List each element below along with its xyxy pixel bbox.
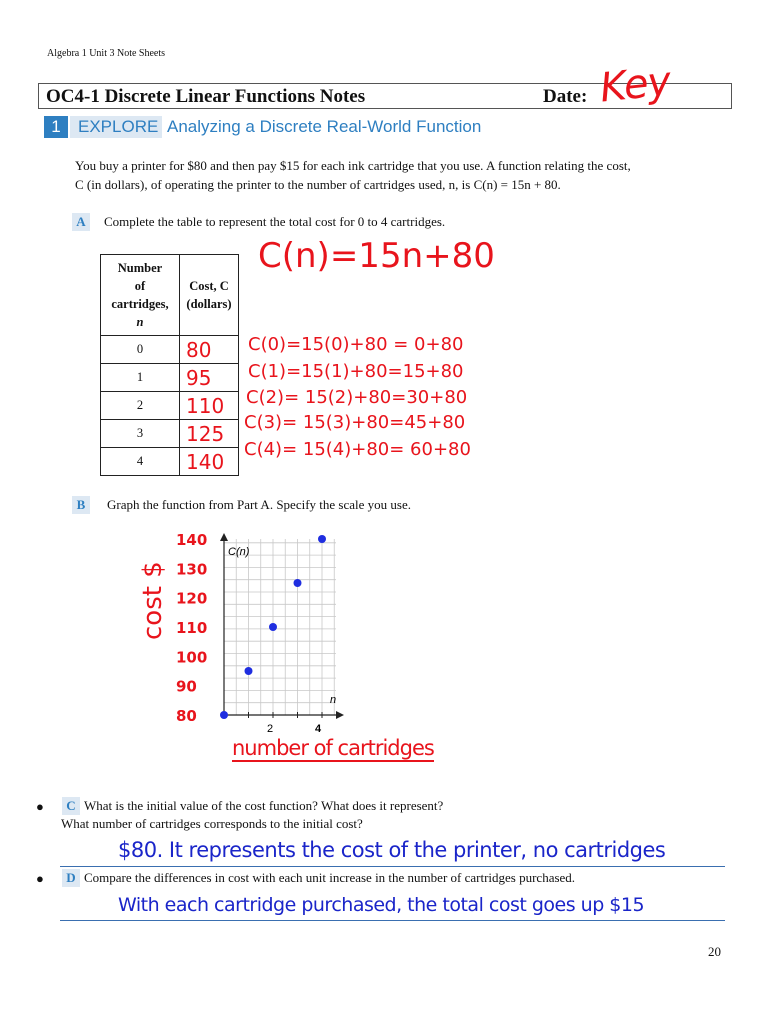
x-tick-label: 2 bbox=[266, 723, 274, 735]
cell-n: 3 bbox=[101, 420, 180, 448]
cell-n: 0 bbox=[101, 336, 180, 364]
x-label-handwritten: number of cartridges bbox=[232, 736, 434, 760]
work-line: C(4)= 15(4)+80= 60+80 bbox=[244, 439, 471, 460]
handwritten-y-scale bbox=[176, 531, 207, 725]
y-scale-label: 120 bbox=[176, 589, 208, 608]
col-header-n-line: of bbox=[134, 279, 146, 293]
handwritten-formula: C(n)=15n+80 bbox=[258, 236, 495, 276]
part-c-prompt-2: What number of cartridges corresponds to the initial cost? bbox=[61, 816, 363, 831]
y-scale-label: 140 bbox=[176, 531, 208, 549]
y-scale-label: 90 bbox=[176, 677, 197, 696]
x-axis-label: n bbox=[330, 694, 337, 706]
part-d-badge: D bbox=[62, 869, 80, 887]
cell-n: 2 bbox=[101, 392, 180, 420]
intro-line-2: C (in dollars), of operating the printer to the number of cartridges used, n, is C(n) = 15n + 80. bbox=[75, 177, 561, 192]
data-point bbox=[245, 667, 253, 675]
header-course-label: Algebra 1 Unit 3 Note Sheets bbox=[47, 48, 166, 59]
part-c-answer: $80. It represents the cost of the printer, no cartridges bbox=[118, 838, 666, 862]
work-line: C(1)=15(1)+80=15+80 bbox=[248, 361, 464, 382]
cost-table bbox=[100, 254, 239, 476]
cell-cost: 80 bbox=[180, 336, 239, 364]
part-b-prompt: Graph the function from Part A. Specify the scale you use. bbox=[107, 497, 411, 512]
x-tick-label: 4 bbox=[314, 723, 322, 735]
y-label-handwritten: cost $ bbox=[138, 561, 168, 640]
work-line: C(3)= 15(3)+80=45+80 bbox=[244, 412, 466, 433]
part-b-badge: B bbox=[72, 496, 90, 514]
section-title: Analyzing a Discrete Real-World Function bbox=[167, 117, 482, 136]
data-point bbox=[294, 579, 302, 587]
part-d-answer: With each cartridge purchased, the total cost goes up $15 bbox=[118, 894, 645, 916]
y-scale-label: 130 bbox=[176, 560, 208, 579]
col-header-cost-line: (dollars) bbox=[186, 297, 232, 311]
intro-text bbox=[75, 156, 735, 194]
y-scale-label: 100 bbox=[176, 648, 208, 667]
graph-grid bbox=[224, 539, 336, 718]
bullet: ● bbox=[36, 799, 44, 814]
data-point bbox=[269, 623, 277, 631]
intro-line-1: You buy a printer for $80 and then pay $15 for each ink cartridge that you use. A function relating the cost, bbox=[75, 158, 631, 173]
page-number: 20 bbox=[708, 944, 721, 959]
col-header-n bbox=[101, 255, 180, 336]
date-handwritten: Key bbox=[597, 58, 673, 112]
col-header-cost-line: Cost, C bbox=[189, 279, 229, 293]
part-a-prompt: Complete the table to represent the total cost for 0 to 4 cartridges. bbox=[104, 214, 446, 229]
table-header-row bbox=[101, 255, 239, 336]
bullet: ● bbox=[36, 871, 44, 886]
page-title: OC4-1 Discrete Linear Functions Notes bbox=[46, 86, 366, 107]
section-tag: EXPLORE bbox=[70, 116, 162, 138]
part-a-badge: A bbox=[72, 213, 90, 231]
y-axis-label: C(n) bbox=[228, 546, 250, 558]
part-c-badge: C bbox=[62, 797, 80, 815]
cell-n: 4 bbox=[101, 448, 180, 476]
part-d-prompt: Compare the differences in cost with each unit increase in the number of cartridges purchased. bbox=[84, 870, 576, 885]
table-row bbox=[101, 448, 239, 476]
y-scale-label: 110 bbox=[176, 619, 208, 637]
y-scale-label: 80 bbox=[176, 707, 197, 725]
col-header-n-line: n bbox=[136, 315, 144, 329]
section-number: 1 bbox=[44, 116, 68, 138]
work-line: C(0)=15(0)+80 = 0+80 bbox=[248, 334, 464, 355]
y-axis-arrow bbox=[220, 533, 228, 541]
cell-cost: 125 bbox=[180, 420, 239, 448]
table-row bbox=[101, 392, 239, 420]
work-line: C(2)= 15(2)+80=30+80 bbox=[246, 387, 468, 408]
answer-line-c bbox=[60, 866, 725, 867]
answer-line-d bbox=[60, 920, 725, 921]
col-header-n-line: Number bbox=[117, 261, 163, 275]
x-axis-arrow bbox=[336, 711, 344, 719]
data-point bbox=[318, 535, 326, 543]
col-header-cost bbox=[180, 255, 239, 336]
col-header-n-line: cartridges, bbox=[111, 297, 169, 311]
cell-cost: 110 bbox=[180, 392, 239, 420]
table-row bbox=[101, 420, 239, 448]
part-c-prompt-1: What is the initial value of the cost function? What does it represent? bbox=[84, 798, 444, 813]
cell-n: 1 bbox=[101, 364, 180, 392]
data-point bbox=[220, 711, 228, 719]
cell-cost: 140 bbox=[180, 448, 239, 476]
table-row bbox=[101, 336, 239, 364]
date-label: Date: bbox=[543, 86, 588, 107]
cell-cost: 95 bbox=[180, 364, 239, 392]
table-row bbox=[101, 364, 239, 392]
